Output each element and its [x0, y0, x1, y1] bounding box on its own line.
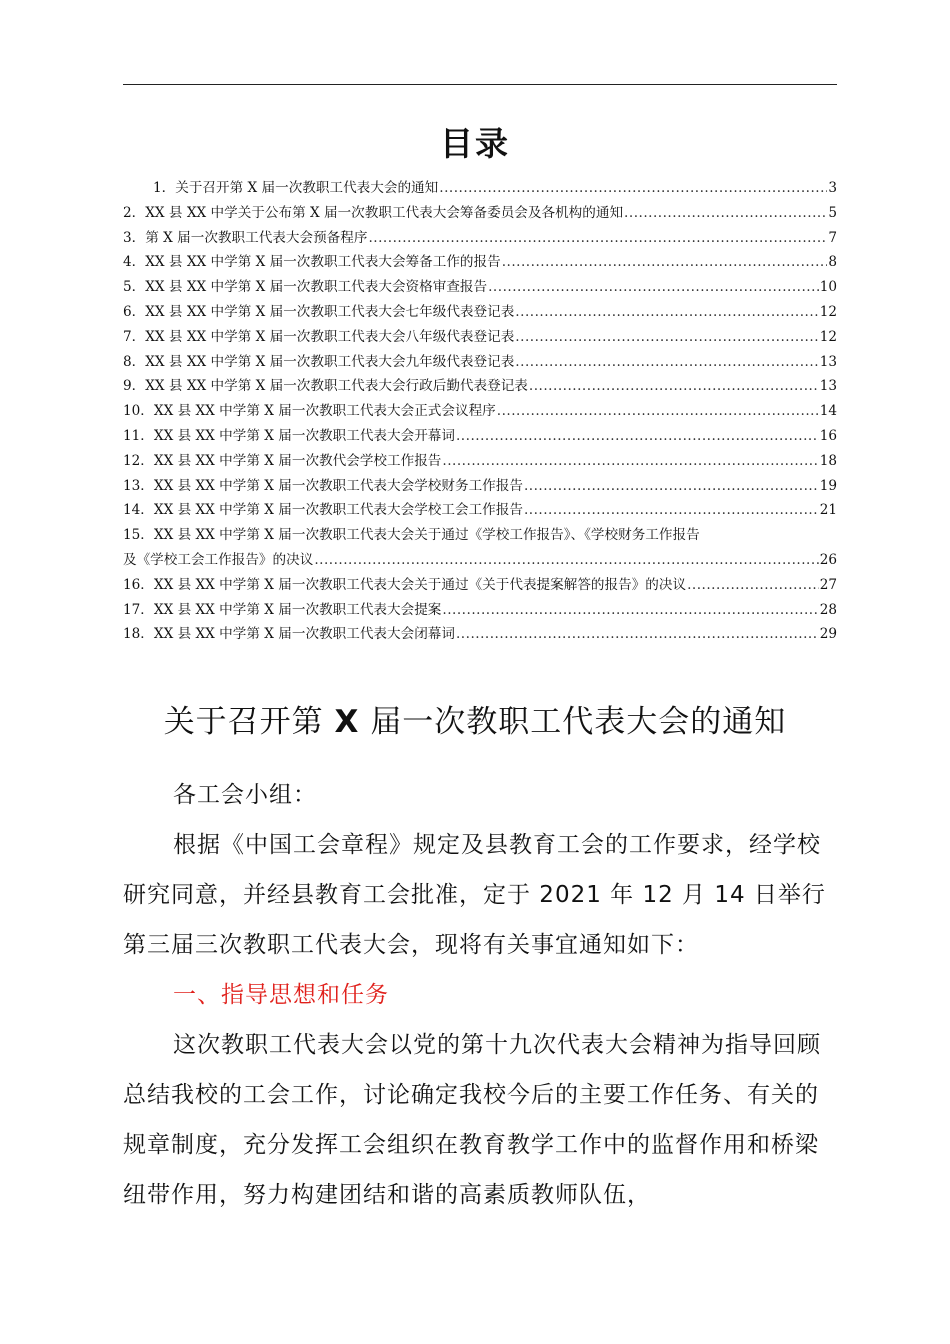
toc-page-number: 26 [819, 551, 837, 568]
toc-leader [488, 275, 819, 300]
toc-entry-10[interactable]: 10．XX 县 XX 中学第 X 届一次教职工代表大会正式会议程序 ..... 14 [123, 399, 837, 424]
toc-entry-5[interactable]: 5．XX 县 XX 中学第 X 届一次教职工代表大会资格审查报告 ..... 10 [123, 275, 837, 300]
toc-leader [524, 498, 819, 523]
toc-entry-1[interactable]: 1．关于召开第 X 届一次教职工代表大会的通知 ..... 3 [123, 176, 837, 201]
toc-leader [456, 424, 819, 449]
toc-page-number: 29 [819, 626, 837, 643]
table-of-contents [123, 176, 837, 647]
toc-page-number: 8 [828, 254, 837, 271]
section-heading-1: 一、指导思想和任务 [173, 982, 389, 1008]
toc-entry-11[interactable]: 11．XX 县 XX 中学第 X 届一次教职工代表大会开幕词 ..... 16 [123, 424, 837, 449]
toc-page-number: 19 [819, 477, 837, 494]
toc-page-number: 13 [819, 353, 837, 370]
toc-leader [368, 226, 827, 251]
toc-leader [524, 474, 819, 499]
toc-page-number: 16 [819, 427, 837, 444]
toc-entry-15[interactable]: 15．XX 县 XX 中学第 X 届一次教职工代表大会关于通过《学校工作报告》、《学校财务工作报告 及《学校工会工作报告》的决议 ..... 26 [123, 523, 837, 573]
toc-leader [529, 374, 819, 399]
toc-entry-2[interactable]: 2．XX 县 XX 中学关于公布第 X 届一次教职工代表大会筹备委员会及各机构的通知 ..... 5 [123, 201, 837, 226]
toc-page-number: 14 [819, 403, 837, 420]
toc-leader [515, 350, 818, 375]
toc-page-number: 3 [828, 180, 837, 196]
toc-title: 目录 [440, 124, 510, 163]
toc-leader [439, 176, 827, 201]
toc-leader [687, 573, 819, 598]
toc-entry-16[interactable]: 16．XX 县 XX 中学第 X 届一次教职工代表大会关于通过《关于代表提案解答的报告》的决议 ..... 27 [123, 573, 837, 598]
toc-entry-12[interactable]: 12．XX 县 XX 中学第 X 届一次教代会学校工作报告 ..... 18 [123, 449, 837, 474]
toc-leader [502, 250, 828, 275]
toc-page-number: 10 [819, 279, 837, 296]
salutation: 各工会小组： [173, 782, 317, 808]
toc-page-number: 7 [828, 229, 837, 246]
paragraph-intro: 根据《中国工会章程》规定及县教育工会的工作要求，经学校研究同意，并经县教育工会批准，定于 2021 年 12 月 14 日举行第三届三次教职工代表大会，现将有关事宜通知如下： [123, 832, 826, 958]
toc-page-number: 5 [828, 204, 837, 221]
toc-entry-17[interactable]: 17．XX 县 XX 中学第 X 届一次教职工代表大会提案 ..... 28 [123, 598, 837, 623]
toc-page-number: 13 [819, 378, 837, 395]
paragraph-guiding-thought: 这次教职工代表大会以党的第十九次代表大会精神为指导回顾总结我校的工会工作，讨论确定我校今后的主要工作任务、有关的规章制度，充分发挥工会组织在教育教学工作中的监督作用和桥梁纽带作用，努力构建团结和谐的高素质教师队伍， [123, 1032, 821, 1208]
toc-entry-7[interactable]: 7．XX 县 XX 中学第 X 届一次教职工代表大会八年级代表登记表 ..... 12 [123, 325, 837, 350]
toc-leader [497, 399, 819, 424]
notice-title: 关于召开第 X 届一次教职工代表大会的通知 [163, 704, 787, 740]
title-x-placeholder: X [334, 704, 360, 740]
toc-page-number: 21 [819, 502, 837, 519]
notice-body [123, 770, 837, 1220]
toc-page-number: 18 [819, 452, 837, 469]
toc-page-number: 27 [819, 576, 837, 593]
toc-entry-3[interactable]: 3．第 X 届一次教职工代表大会预备程序 ..... 7 [123, 226, 837, 251]
toc-entry-8[interactable]: 8．XX 县 XX 中学第 X 届一次教职工代表大会九年级代表登记表 ..... 13 [123, 350, 837, 375]
toc-leader [456, 622, 819, 647]
toc-leader [442, 449, 818, 474]
toc-entry-6[interactable]: 6．XX 县 XX 中学第 X 届一次教职工代表大会七年级代表登记表 ..... 12 [123, 300, 837, 325]
toc-page-number: 28 [819, 601, 837, 618]
toc-entry-4[interactable]: 4．XX 县 XX 中学第 X 届一次教职工代表大会筹备工作的报告 ..... 8 [123, 250, 837, 275]
toc-page-number: 12 [819, 303, 837, 320]
toc-leader [515, 325, 818, 350]
toc-leader [624, 201, 827, 226]
toc-page-number: 12 [819, 328, 837, 345]
toc-entry-9[interactable]: 9．XX 县 XX 中学第 X 届一次教职工代表大会行政后勤代表登记表 ..... 13 [123, 374, 837, 399]
toc-leader [314, 548, 818, 573]
header-rule [123, 84, 837, 85]
toc-entry-18[interactable]: 18．XX 县 XX 中学第 X 届一次教职工代表大会闭幕词 ..... 29 [123, 622, 837, 647]
toc-entry-14[interactable]: 14．XX 县 XX 中学第 X 届一次教职工代表大会学校工会工作报告 ..... 21 [123, 498, 837, 523]
toc-leader [515, 300, 818, 325]
toc-entry-13[interactable]: 13．XX 县 XX 中学第 X 届一次教职工代表大会学校财务工作报告 ..... 19 [123, 474, 837, 499]
toc-leader [442, 598, 818, 623]
toc-entry-15-line1: 15．XX 县 XX 中学第 X 届一次教职工代表大会关于通过《学校工作报告》、《学校财务工作报告 [123, 527, 700, 544]
